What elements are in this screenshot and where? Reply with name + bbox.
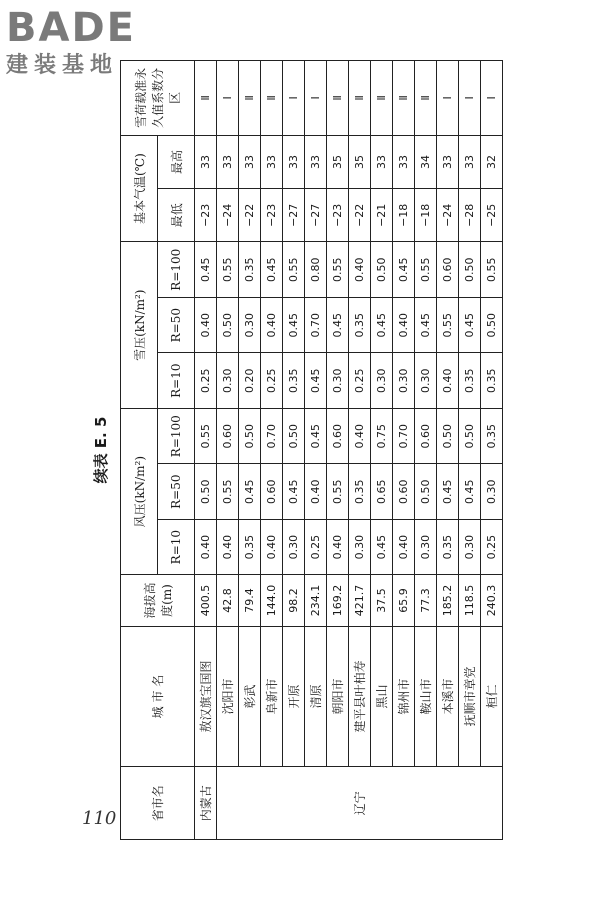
cell-temp-max: 33: [261, 135, 283, 188]
cell-city: 开原: [283, 626, 305, 767]
cell-wind-r50: 0.60: [393, 464, 415, 519]
cell-wind-r50: 0.40: [305, 464, 327, 519]
table-row: [217, 61, 239, 840]
cell-wind-r10: 0.45: [371, 519, 393, 574]
cell-city: 建平县叶柏寿: [349, 626, 371, 767]
table-row: [415, 61, 437, 840]
cell-temp-max: 34: [415, 135, 437, 188]
header-elevation: 海拔高度(m): [121, 575, 195, 626]
cell-city: 桓仁: [481, 626, 503, 767]
cell-snow-r50: 0.70: [305, 297, 327, 352]
header-snow-zone: 雪荷载准永久值系数分区: [121, 61, 195, 136]
cell-city: 彰武: [239, 626, 261, 767]
cell-city: 清原: [305, 626, 327, 767]
cell-snow-r10: 0.35: [283, 353, 305, 408]
data-table: [120, 60, 503, 840]
cell-wind-r100: 0.70: [393, 408, 415, 464]
cell-wind-r50: 0.65: [371, 464, 393, 519]
cell-wind-r10: 0.40: [327, 519, 349, 574]
cell-wind-r50: 0.50: [195, 464, 217, 519]
cell-wind-r50: 0.55: [327, 464, 349, 519]
cell-snow-r100: 0.40: [349, 242, 371, 298]
cell-temp-min: −23: [195, 189, 217, 242]
cell-snow-r10: 0.30: [393, 353, 415, 408]
table-body: [195, 61, 503, 840]
cell-wind-r10: 0.40: [393, 519, 415, 574]
cell-snow-zone: Ⅰ: [437, 61, 459, 136]
cell-city: 阜新市: [261, 626, 283, 767]
cell-elevation: 65.9: [393, 575, 415, 626]
cell-elevation: 240.3: [481, 575, 503, 626]
cell-wind-r50: 0.60: [261, 464, 283, 519]
table-row: [437, 61, 459, 840]
cell-wind-r10: 0.25: [481, 519, 503, 574]
header-snow-r50: R=50: [158, 297, 195, 352]
cell-temp-max: 33: [459, 135, 481, 188]
cell-elevation: 421.7: [349, 575, 371, 626]
cell-snow-zone: Ⅰ: [283, 61, 305, 136]
cell-wind-r100: 0.35: [481, 408, 503, 464]
header-snow-r10: R=10: [158, 353, 195, 408]
header-wind-pressure: 风压(kN/m²): [121, 408, 158, 574]
logo-subtitle: 建装基地: [6, 53, 119, 78]
cell-temp-min: −23: [327, 189, 349, 242]
cell-wind-r10: 0.35: [437, 519, 459, 574]
cell-snow-r100: 0.55: [415, 242, 437, 298]
table-row: [195, 61, 217, 840]
cell-elevation: 42.8: [217, 575, 239, 626]
table-row: [261, 61, 283, 840]
table-row: [327, 61, 349, 840]
cell-wind-r10: 0.30: [459, 519, 481, 574]
cell-snow-zone: Ⅱ: [371, 61, 393, 136]
cell-snow-r10: 0.25: [261, 353, 283, 408]
cell-snow-zone: Ⅰ: [305, 61, 327, 136]
cell-wind-r50: 0.45: [459, 464, 481, 519]
cell-temp-max: 33: [217, 135, 239, 188]
cell-province: 辽宁: [217, 767, 503, 840]
cell-snow-r50: 0.45: [415, 297, 437, 352]
cell-temp-min: −28: [459, 189, 481, 242]
cell-temp-max: 33: [393, 135, 415, 188]
cell-city: 敖汉旗宝国图: [195, 626, 217, 767]
table-title: 续表 E. 5: [92, 416, 110, 484]
cell-snow-r100: 0.50: [371, 242, 393, 298]
cell-temp-min: −18: [415, 189, 437, 242]
table-row: [393, 61, 415, 840]
rotated-page-content: [90, 60, 510, 840]
cell-elevation: 169.2: [327, 575, 349, 626]
cell-snow-r10: 0.20: [239, 353, 261, 408]
cell-snow-r100: 0.50: [459, 242, 481, 298]
cell-snow-r50: 0.45: [327, 297, 349, 352]
cell-wind-r10: 0.40: [195, 519, 217, 574]
cell-wind-r10: 0.40: [217, 519, 239, 574]
cell-temp-min: −18: [393, 189, 415, 242]
cell-wind-r100: 0.50: [459, 408, 481, 464]
cell-temp-max: 33: [239, 135, 261, 188]
cell-wind-r100: 0.40: [349, 408, 371, 464]
cell-elevation: 144.0: [261, 575, 283, 626]
header-temp-min: 最低: [158, 189, 195, 242]
cell-snow-r50: 0.45: [459, 297, 481, 352]
cell-elevation: 185.2: [437, 575, 459, 626]
cell-elevation: 400.5: [195, 575, 217, 626]
cell-city: 锦州市: [393, 626, 415, 767]
cell-elevation: 234.1: [305, 575, 327, 626]
cell-wind-r50: 0.35: [349, 464, 371, 519]
cell-snow-r100: 0.55: [217, 242, 239, 298]
cell-elevation: 98.2: [283, 575, 305, 626]
cell-snow-r10: 0.30: [415, 353, 437, 408]
cell-snow-zone: Ⅱ: [239, 61, 261, 136]
cell-temp-min: −27: [283, 189, 305, 242]
cell-snow-r100: 0.60: [437, 242, 459, 298]
cell-city: 鞍山市: [415, 626, 437, 767]
table-row: [459, 61, 481, 840]
cell-snow-zone: Ⅰ: [217, 61, 239, 136]
cell-wind-r10: 0.30: [415, 519, 437, 574]
header-basic-temperature: 基本气温(℃): [121, 135, 158, 242]
cell-snow-zone: Ⅰ: [481, 61, 503, 136]
cell-snow-r10: 0.35: [459, 353, 481, 408]
cell-temp-min: −23: [261, 189, 283, 242]
cell-snow-r10: 0.45: [305, 353, 327, 408]
cell-city: 抚顺市章党: [459, 626, 481, 767]
cell-wind-r100: 0.70: [261, 408, 283, 464]
cell-temp-min: −22: [239, 189, 261, 242]
cell-city: 朝阳市: [327, 626, 349, 767]
cell-snow-r50: 0.40: [393, 297, 415, 352]
cell-wind-r10: 0.30: [349, 519, 371, 574]
cell-city: 沈阳市: [217, 626, 239, 767]
cell-temp-max: 33: [437, 135, 459, 188]
cell-snow-r50: 0.50: [481, 297, 503, 352]
cell-temp-max: 33: [305, 135, 327, 188]
cell-wind-r100: 0.50: [437, 408, 459, 464]
cell-wind-r100: 0.60: [327, 408, 349, 464]
cell-wind-r10: 0.30: [283, 519, 305, 574]
cell-wind-r50: 0.50: [415, 464, 437, 519]
cell-wind-r10: 0.25: [305, 519, 327, 574]
cell-temp-max: 35: [349, 135, 371, 188]
cell-snow-r100: 0.45: [195, 242, 217, 298]
cell-snow-r50: 0.30: [239, 297, 261, 352]
cell-snow-zone: Ⅱ: [327, 61, 349, 136]
cell-wind-r50: 0.45: [283, 464, 305, 519]
cell-snow-r10: 0.25: [349, 353, 371, 408]
cell-wind-r50: 0.55: [217, 464, 239, 519]
cell-elevation: 77.3: [415, 575, 437, 626]
cell-snow-r50: 0.55: [437, 297, 459, 352]
cell-snow-r10: 0.25: [195, 353, 217, 408]
cell-snow-zone: Ⅱ: [195, 61, 217, 136]
cell-wind-r100: 0.75: [371, 408, 393, 464]
header-province: 省市名: [121, 767, 195, 840]
cell-snow-r50: 0.40: [195, 297, 217, 352]
table-row: [239, 61, 261, 840]
cell-snow-zone: Ⅱ: [415, 61, 437, 136]
cell-temp-max: 33: [371, 135, 393, 188]
cell-wind-r50: 0.45: [437, 464, 459, 519]
table-row: [481, 61, 503, 840]
cell-snow-r10: 0.30: [371, 353, 393, 408]
cell-snow-r100: 0.55: [283, 242, 305, 298]
cell-elevation: 118.5: [459, 575, 481, 626]
cell-temp-max: 33: [283, 135, 305, 188]
cell-temp-min: −25: [481, 189, 503, 242]
cell-wind-r100: 0.50: [239, 408, 261, 464]
table-row: [371, 61, 393, 840]
cell-temp-min: −22: [349, 189, 371, 242]
cell-snow-r100: 0.55: [481, 242, 503, 298]
cell-snow-r50: 0.50: [217, 297, 239, 352]
cell-elevation: 37.5: [371, 575, 393, 626]
cell-city: 黑山: [371, 626, 393, 767]
cell-snow-zone: Ⅱ: [393, 61, 415, 136]
cell-snow-r100: 0.55: [327, 242, 349, 298]
cell-snow-r100: 0.35: [239, 242, 261, 298]
cell-snow-r50: 0.45: [283, 297, 305, 352]
cell-snow-zone: Ⅱ: [349, 61, 371, 136]
cell-wind-r100: 0.55: [195, 408, 217, 464]
cell-snow-r50: 0.35: [349, 297, 371, 352]
header-wind-r50: R=50: [158, 464, 195, 519]
cell-temp-min: −24: [217, 189, 239, 242]
cell-wind-r50: 0.45: [239, 464, 261, 519]
header-temp-max: 最高: [158, 135, 195, 188]
cell-temp-max: 33: [195, 135, 217, 188]
cell-wind-r100: 0.60: [217, 408, 239, 464]
cell-city: 本溪市: [437, 626, 459, 767]
cell-temp-max: 32: [481, 135, 503, 188]
table-row: [283, 61, 305, 840]
table-row: [305, 61, 327, 840]
cell-snow-r10: 0.30: [217, 353, 239, 408]
cell-snow-zone: Ⅱ: [261, 61, 283, 136]
header-wind-r10: R=10: [158, 519, 195, 574]
cell-snow-r100: 0.45: [393, 242, 415, 298]
cell-wind-r100: 0.50: [283, 408, 305, 464]
cell-snow-r100: 0.80: [305, 242, 327, 298]
cell-snow-r50: 0.40: [261, 297, 283, 352]
page-number: 110: [82, 808, 117, 829]
cell-wind-r10: 0.40: [261, 519, 283, 574]
header-wind-r100: R=100: [158, 408, 195, 464]
cell-temp-min: −21: [371, 189, 393, 242]
cell-elevation: 79.4: [239, 575, 261, 626]
cell-temp-min: −27: [305, 189, 327, 242]
header-snow-pressure: 雪压(kN/m²): [121, 242, 158, 408]
cell-wind-r50: 0.30: [481, 464, 503, 519]
cell-snow-r10: 0.35: [481, 353, 503, 408]
cell-temp-max: 35: [327, 135, 349, 188]
cell-wind-r100: 0.60: [415, 408, 437, 464]
cell-snow-r10: 0.40: [437, 353, 459, 408]
cell-province: 内蒙古: [195, 767, 217, 840]
header-city: 城 市 名: [121, 626, 195, 767]
cell-wind-r10: 0.35: [239, 519, 261, 574]
table-row: [349, 61, 371, 840]
cell-snow-r10: 0.30: [327, 353, 349, 408]
cell-snow-r100: 0.45: [261, 242, 283, 298]
cell-wind-r100: 0.45: [305, 408, 327, 464]
logo-wordmark: BADE: [6, 5, 136, 51]
cell-snow-r50: 0.45: [371, 297, 393, 352]
header-snow-r100: R=100: [158, 242, 195, 298]
cell-temp-min: −24: [437, 189, 459, 242]
cell-snow-zone: Ⅰ: [459, 61, 481, 136]
